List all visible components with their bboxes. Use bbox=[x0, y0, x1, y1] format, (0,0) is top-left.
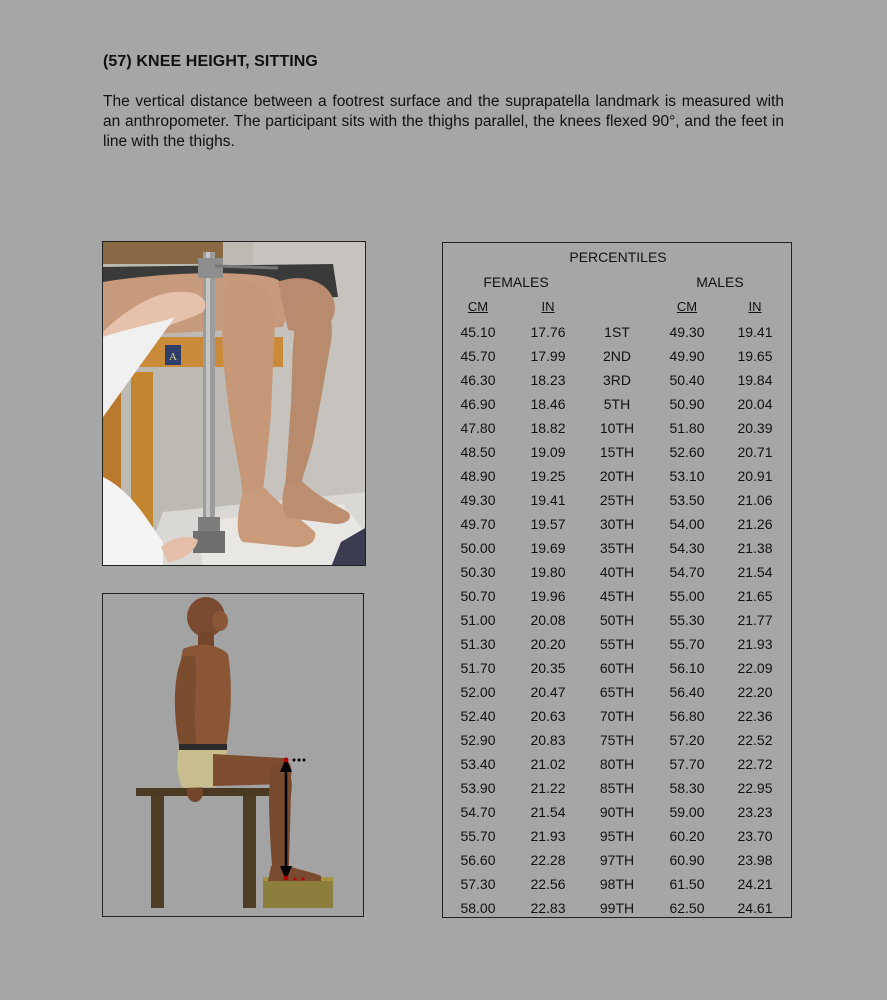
percentile-cell: 50TH bbox=[599, 612, 635, 628]
male-in-cell: 20.04 bbox=[737, 396, 773, 412]
males-in-header: IN bbox=[748, 299, 762, 314]
female-cm-cell: 50.70 bbox=[460, 588, 496, 604]
female-in-cell: 21.02 bbox=[530, 756, 566, 772]
percentile-cell: 35TH bbox=[599, 540, 635, 556]
percentile-cell: 75TH bbox=[599, 732, 635, 748]
percentile-cell: 70TH bbox=[599, 708, 635, 724]
female-cm-cell: 58.00 bbox=[460, 900, 496, 916]
percentile-cell: 99TH bbox=[599, 900, 635, 916]
male-cm-cell: 50.40 bbox=[669, 372, 705, 388]
female-in-cell: 18.82 bbox=[530, 420, 566, 436]
male-in-cell: 21.38 bbox=[737, 540, 773, 556]
male-cm-cell: 54.00 bbox=[669, 516, 705, 532]
female-cm-cell: 52.00 bbox=[460, 684, 496, 700]
female-cm-cell: 57.30 bbox=[460, 876, 496, 892]
male-cm-cell: 55.70 bbox=[669, 636, 705, 652]
female-cm-cell: 47.80 bbox=[460, 420, 496, 436]
male-in-cell: 21.26 bbox=[737, 516, 773, 532]
male-cm-cell: 55.00 bbox=[669, 588, 705, 604]
table-row bbox=[443, 897, 793, 921]
male-in-cell: 23.70 bbox=[737, 828, 773, 844]
table-row bbox=[443, 321, 793, 345]
female-cm-cell: 45.10 bbox=[460, 324, 496, 340]
female-in-cell: 19.80 bbox=[530, 564, 566, 580]
female-cm-cell: 48.50 bbox=[460, 444, 496, 460]
table-row bbox=[443, 753, 793, 777]
male-cm-cell: 60.90 bbox=[669, 852, 705, 868]
male-in-cell: 23.23 bbox=[737, 804, 773, 820]
male-cm-cell: 60.20 bbox=[669, 828, 705, 844]
percentile-table bbox=[442, 242, 792, 918]
table-row bbox=[443, 489, 793, 513]
percentile-cell: 95TH bbox=[599, 828, 635, 844]
female-in-cell: 18.23 bbox=[530, 372, 566, 388]
table-row bbox=[443, 585, 793, 609]
percentile-cell: 80TH bbox=[599, 756, 635, 772]
table-row bbox=[443, 633, 793, 657]
table-row bbox=[443, 369, 793, 393]
table-row bbox=[443, 393, 793, 417]
male-in-cell: 21.93 bbox=[737, 636, 773, 652]
females-in-header: IN bbox=[541, 299, 555, 314]
percentile-cell: 90TH bbox=[599, 804, 635, 820]
male-in-cell: 20.71 bbox=[737, 444, 773, 460]
table-row bbox=[443, 681, 793, 705]
table-row bbox=[443, 705, 793, 729]
male-cm-cell: 59.00 bbox=[669, 804, 705, 820]
female-cm-cell: 51.00 bbox=[460, 612, 496, 628]
male-cm-cell: 56.80 bbox=[669, 708, 705, 724]
female-in-cell: 21.54 bbox=[530, 804, 566, 820]
page-title: (57) KNEE HEIGHT, SITTING bbox=[103, 53, 318, 70]
female-cm-cell: 56.60 bbox=[460, 852, 496, 868]
measurement-description: The vertical distance between a footrest surface and the suprapatella landmark is measured with an anthropometer. The participant sits with the thighs parallel, the knees flexed 90°, and the feet in line with the thighs. bbox=[103, 93, 784, 150]
percentile-cell: 3RD bbox=[602, 372, 631, 388]
female-in-cell: 20.83 bbox=[530, 732, 566, 748]
female-cm-cell: 48.90 bbox=[460, 468, 496, 484]
table-row bbox=[443, 537, 793, 561]
male-cm-cell: 53.10 bbox=[669, 468, 705, 484]
male-cm-cell: 50.90 bbox=[669, 396, 705, 412]
table-row bbox=[443, 801, 793, 825]
male-cm-cell: 51.80 bbox=[669, 420, 705, 436]
male-cm-cell: 58.30 bbox=[669, 780, 705, 796]
male-in-cell: 21.54 bbox=[737, 564, 773, 580]
female-in-cell: 19.69 bbox=[530, 540, 566, 556]
females-cm-header: CM bbox=[467, 299, 489, 314]
male-cm-cell: 53.50 bbox=[669, 492, 705, 508]
table-row bbox=[443, 777, 793, 801]
male-cm-cell: 49.90 bbox=[669, 348, 705, 364]
female-in-cell: 21.93 bbox=[530, 828, 566, 844]
female-cm-cell: 50.30 bbox=[460, 564, 496, 580]
female-cm-cell: 46.30 bbox=[460, 372, 496, 388]
table-row bbox=[443, 825, 793, 849]
table-row bbox=[443, 345, 793, 369]
males-cm-header: CM bbox=[676, 299, 698, 314]
table-row bbox=[443, 729, 793, 753]
female-cm-cell: 51.30 bbox=[460, 636, 496, 652]
male-in-cell: 24.61 bbox=[737, 900, 773, 916]
males-header: MALES bbox=[696, 274, 744, 290]
measurement-photo bbox=[102, 241, 366, 566]
male-cm-cell: 56.10 bbox=[669, 660, 705, 676]
female-cm-cell: 45.70 bbox=[460, 348, 496, 364]
male-in-cell: 20.91 bbox=[737, 468, 773, 484]
female-in-cell: 19.57 bbox=[530, 516, 566, 532]
percentile-cell: 45TH bbox=[599, 588, 635, 604]
percentile-cell: 1ST bbox=[604, 324, 630, 340]
male-in-cell: 22.95 bbox=[737, 780, 773, 796]
percentile-cell: 65TH bbox=[599, 684, 635, 700]
percentile-cell: 97TH bbox=[599, 852, 635, 868]
table-row bbox=[443, 873, 793, 897]
percentile-cell: 55TH bbox=[599, 636, 635, 652]
male-in-cell: 24.21 bbox=[737, 876, 773, 892]
male-cm-cell: 57.20 bbox=[669, 732, 705, 748]
male-cm-cell: 55.30 bbox=[669, 612, 705, 628]
male-in-cell: 22.20 bbox=[737, 684, 773, 700]
percentile-cell: 10TH bbox=[599, 420, 635, 436]
male-in-cell: 22.09 bbox=[737, 660, 773, 676]
male-in-cell: 21.77 bbox=[737, 612, 773, 628]
female-in-cell: 17.76 bbox=[530, 324, 566, 340]
female-in-cell: 17.99 bbox=[530, 348, 566, 364]
male-cm-cell: 57.70 bbox=[669, 756, 705, 772]
percentile-cell: 5TH bbox=[603, 396, 631, 412]
percentile-cell: 15TH bbox=[599, 444, 635, 460]
male-cm-cell: 49.30 bbox=[669, 324, 705, 340]
male-in-cell: 19.65 bbox=[737, 348, 773, 364]
table-row bbox=[443, 465, 793, 489]
female-in-cell: 20.08 bbox=[530, 612, 566, 628]
percentile-cell: 30TH bbox=[599, 516, 635, 532]
female-in-cell: 22.83 bbox=[530, 900, 566, 916]
female-in-cell: 19.09 bbox=[530, 444, 566, 460]
female-cm-cell: 53.40 bbox=[460, 756, 496, 772]
female-cm-cell: 55.70 bbox=[460, 828, 496, 844]
photo-label: A bbox=[169, 351, 177, 363]
male-in-cell: 22.72 bbox=[737, 756, 773, 772]
table-row bbox=[443, 609, 793, 633]
table-body bbox=[443, 321, 793, 921]
female-in-cell: 21.22 bbox=[530, 780, 566, 796]
female-in-cell: 19.96 bbox=[530, 588, 566, 604]
female-in-cell: 19.25 bbox=[530, 468, 566, 484]
seated-figure-illustration bbox=[102, 593, 364, 917]
female-cm-cell: 54.70 bbox=[460, 804, 496, 820]
female-in-cell: 20.35 bbox=[530, 660, 566, 676]
females-header: FEMALES bbox=[483, 274, 549, 290]
female-cm-cell: 49.30 bbox=[460, 492, 496, 508]
male-in-cell: 21.06 bbox=[737, 492, 773, 508]
percentile-cell: 85TH bbox=[599, 780, 635, 796]
male-in-cell: 21.65 bbox=[737, 588, 773, 604]
male-cm-cell: 61.50 bbox=[669, 876, 705, 892]
female-in-cell: 22.56 bbox=[530, 876, 566, 892]
table-row bbox=[443, 849, 793, 873]
male-in-cell: 22.52 bbox=[737, 732, 773, 748]
table-row bbox=[443, 561, 793, 585]
female-cm-cell: 51.70 bbox=[460, 660, 496, 676]
male-in-cell: 19.84 bbox=[737, 372, 773, 388]
percentiles-header: PERCENTILES bbox=[569, 249, 667, 265]
table-row bbox=[443, 657, 793, 681]
female-in-cell: 18.46 bbox=[530, 396, 566, 412]
table-row bbox=[443, 417, 793, 441]
percentile-cell: 60TH bbox=[599, 660, 635, 676]
percentile-cell: 40TH bbox=[599, 564, 635, 580]
male-in-cell: 23.98 bbox=[737, 852, 773, 868]
male-cm-cell: 54.70 bbox=[669, 564, 705, 580]
male-in-cell: 22.36 bbox=[737, 708, 773, 724]
female-in-cell: 20.63 bbox=[530, 708, 566, 724]
male-cm-cell: 54.30 bbox=[669, 540, 705, 556]
male-cm-cell: 52.60 bbox=[669, 444, 705, 460]
percentile-cell: 2ND bbox=[602, 348, 631, 364]
female-cm-cell: 52.90 bbox=[460, 732, 496, 748]
male-cm-cell: 62.50 bbox=[669, 900, 705, 916]
table-row bbox=[443, 513, 793, 537]
female-cm-cell: 49.70 bbox=[460, 516, 496, 532]
female-cm-cell: 52.40 bbox=[460, 708, 496, 724]
female-cm-cell: 53.90 bbox=[460, 780, 496, 796]
percentile-cell: 98TH bbox=[599, 876, 635, 892]
male-in-cell: 19.41 bbox=[737, 324, 773, 340]
table-row bbox=[443, 441, 793, 465]
female-in-cell: 20.20 bbox=[530, 636, 566, 652]
female-cm-cell: 50.00 bbox=[460, 540, 496, 556]
female-cm-cell: 46.90 bbox=[460, 396, 496, 412]
female-in-cell: 20.47 bbox=[530, 684, 566, 700]
percentile-cell: 25TH bbox=[599, 492, 635, 508]
female-in-cell: 19.41 bbox=[530, 492, 566, 508]
male-cm-cell: 56.40 bbox=[669, 684, 705, 700]
percentile-cell: 20TH bbox=[599, 468, 635, 484]
male-in-cell: 20.39 bbox=[737, 420, 773, 436]
female-in-cell: 22.28 bbox=[530, 852, 566, 868]
